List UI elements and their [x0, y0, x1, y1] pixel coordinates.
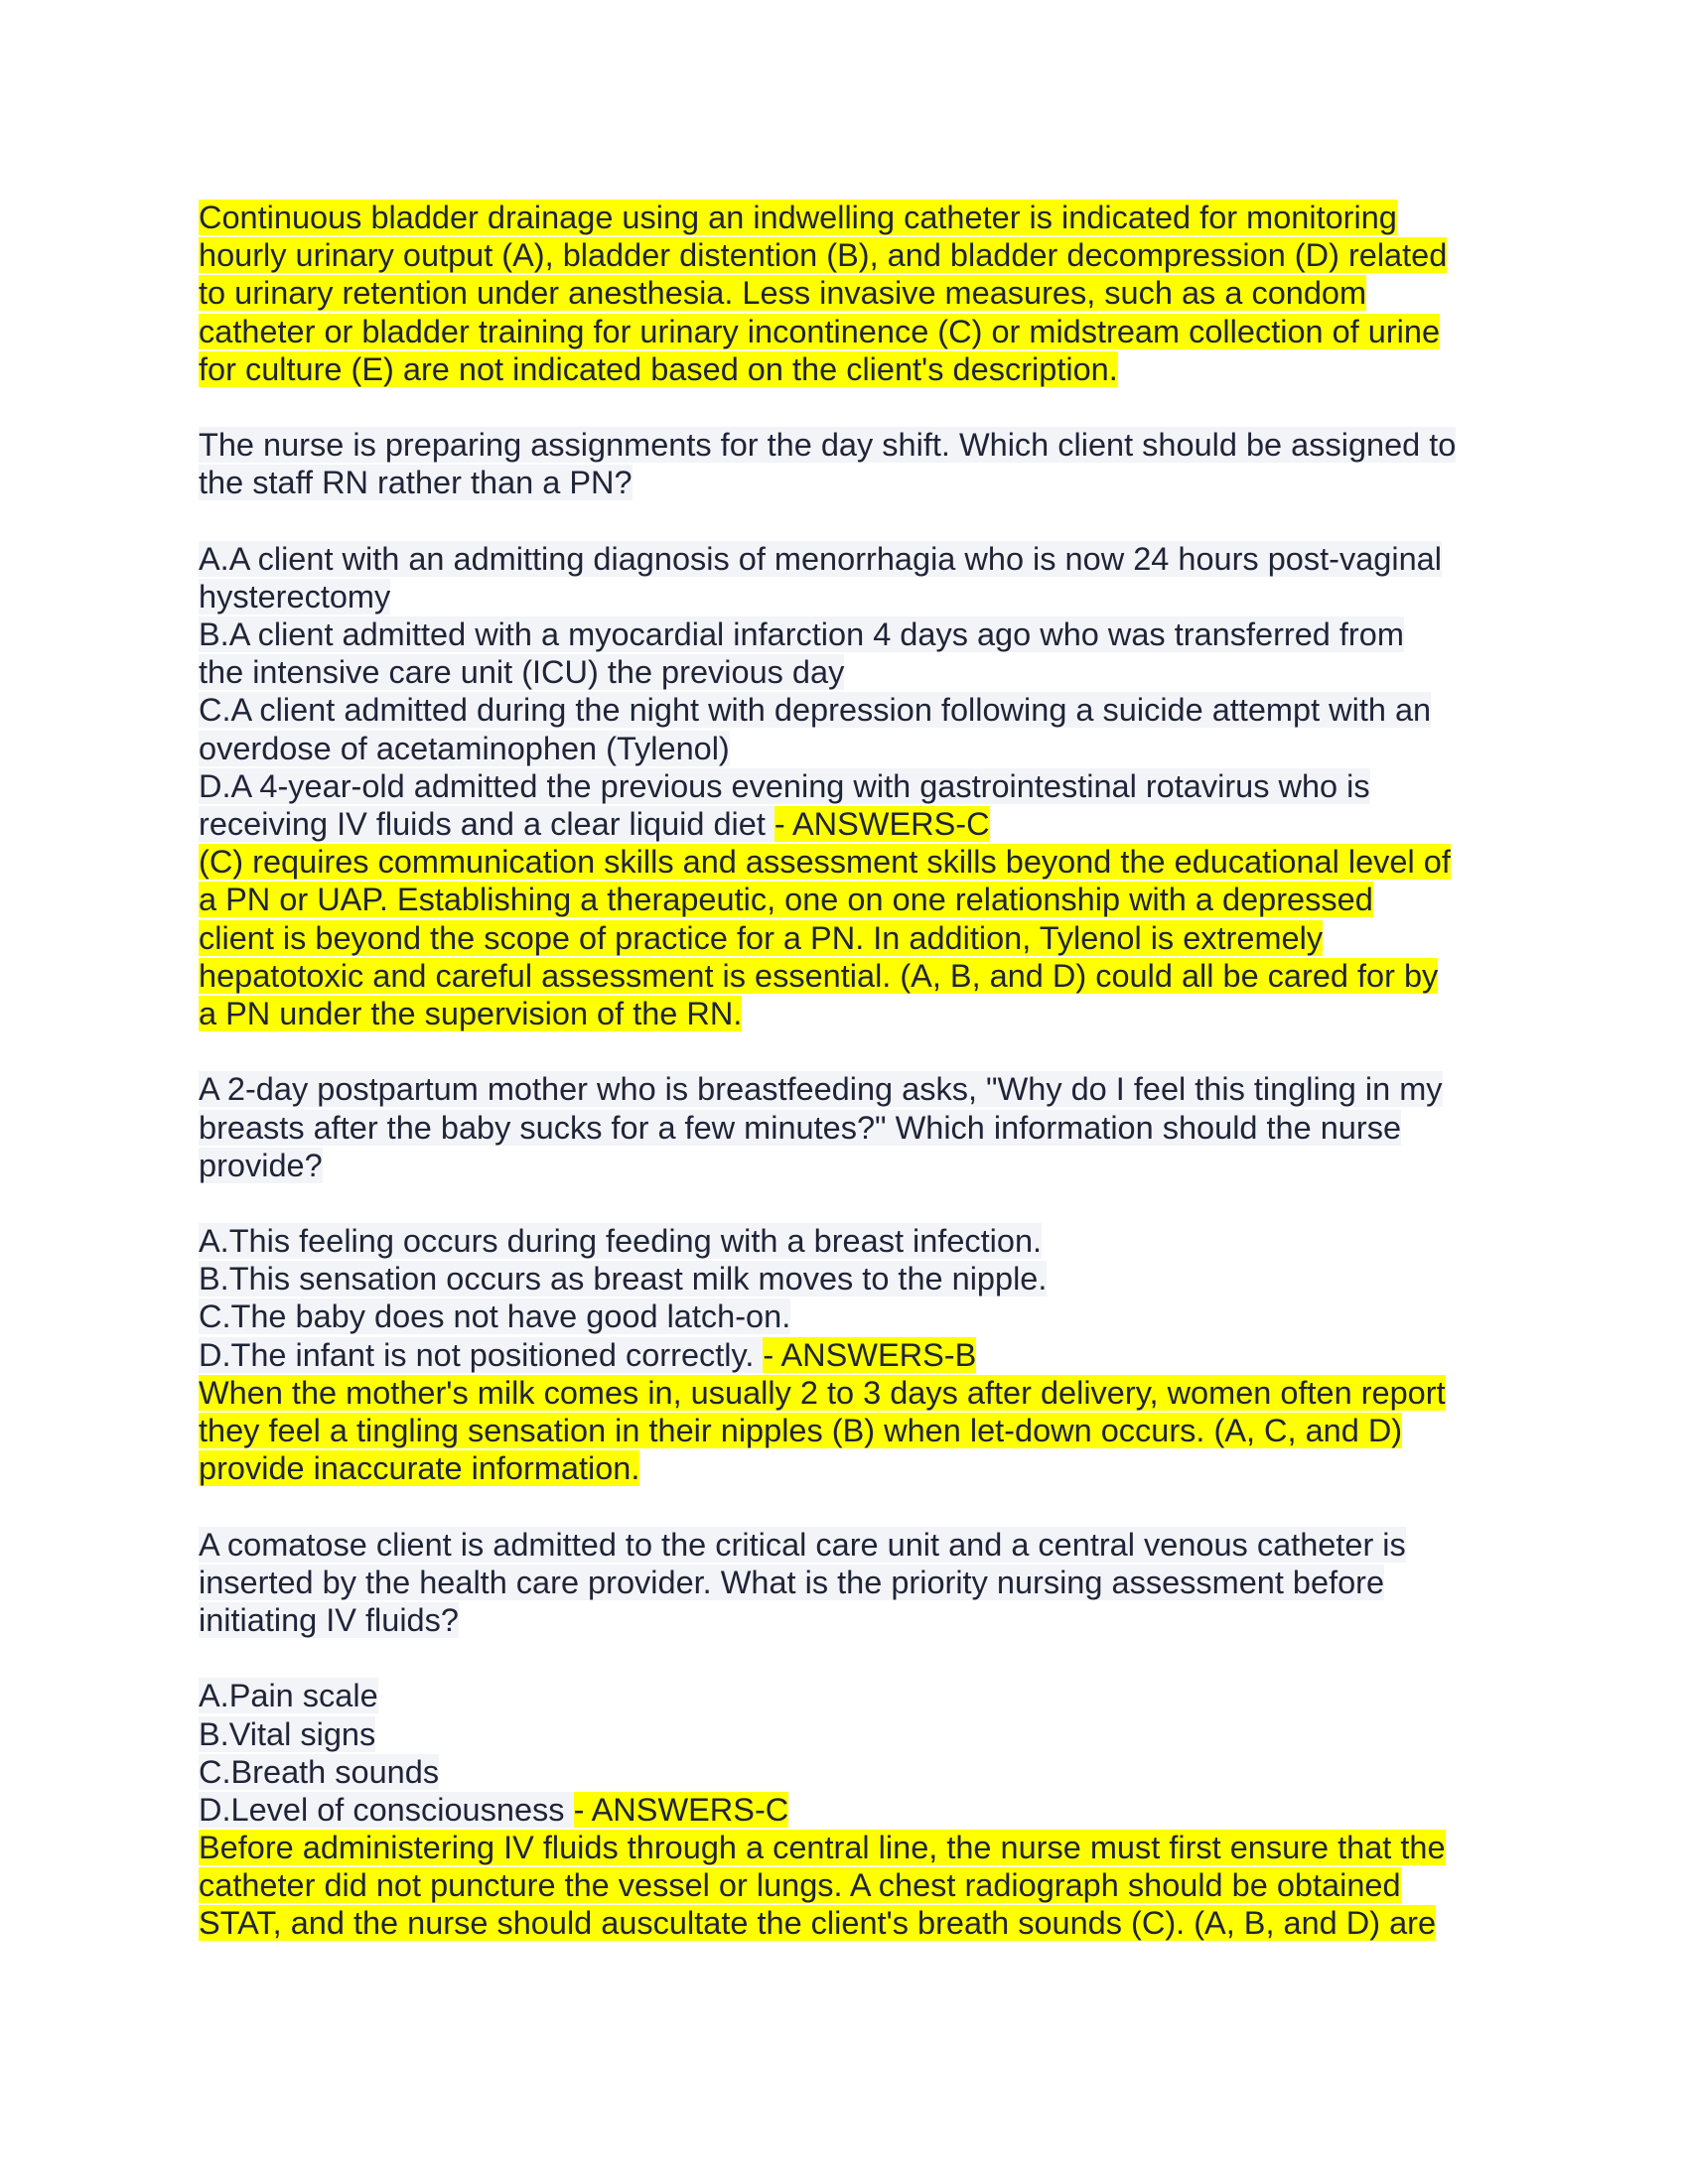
rationale-line: Before administering IV fluids through a central line, the nurse must first ensure that the	[199, 1830, 1446, 1866]
rationale-line: hepatotoxic and careful assessment is essential. (A, B, and D) could all be cared for by	[199, 957, 1439, 994]
option-line: C.Breath sounds	[199, 1753, 440, 1790]
question-line: A 2-day postpartum mother who is breastfeeding asks, "Why do I feel this tingling in my	[199, 1071, 1443, 1108]
rationale-line: Continuous bladder drainage using an indwelling catheter is indicated for monitoring	[199, 200, 1397, 235]
options-block	[199, 1677, 1489, 1942]
option-line: C.The baby does not have good latch-on.	[199, 1298, 791, 1335]
option-line: hysterectomy	[199, 578, 391, 614]
rationale-line: client is beyond the scope of practice for a PN. In addition, Tylenol is extremely	[199, 919, 1324, 956]
answer-key: - ANSWERS-C	[573, 1791, 789, 1828]
rationale-block	[199, 199, 1489, 388]
question-line: initiating IV fluids?	[199, 1601, 459, 1638]
question-line: breasts after the baby sucks for a few minutes?" Which information should the nurse	[199, 1109, 1402, 1146]
rationale-line: (C) requires communication skills and assessment skills beyond the educational level of	[199, 844, 1451, 881]
option-line: D.Level of consciousness	[199, 1791, 574, 1828]
rationale-line: to urinary retention under anesthesia. Less invasive measures, such as a condom	[199, 275, 1367, 312]
rationale-line: a PN under the supervision of the RN.	[199, 995, 743, 1031]
question-block	[199, 1526, 1489, 1640]
rationale-line: catheter did not puncture the vessel or lungs. A chest radiograph should be obtained	[199, 1867, 1401, 1904]
option-line: C.A client admitted during the night with depression following a suicide attempt with an	[199, 692, 1432, 729]
rationale-line: STAT, and the nurse should auscultate the client's breath sounds (C). (A, B, and D) are	[199, 1905, 1437, 1942]
option-line: A.A client with an admitting diagnosis of menorrhagia who is now 24 hours post-vaginal	[199, 540, 1442, 577]
rationale-line: When the mother's milk comes in, usually 2 to 3 days after delivery, women often report	[199, 1374, 1446, 1411]
option-line: receiving IV fluids and a clear liquid diet	[199, 806, 774, 842]
rationale-line: for culture (E) are not indicated based on the client's description.	[199, 350, 1118, 387]
question-block	[199, 426, 1489, 501]
rationale-line: catheter or bladder training for urinary incontinence (C) or midstream collection of urine	[199, 313, 1441, 349]
question-line: inserted by the health care provider. What is the priority nursing assessment before	[199, 1564, 1385, 1600]
rationale-line: a PN or UAP. Establishing a therapeutic, one on one relationship with a depressed	[199, 882, 1373, 918]
question-line: A comatose client is admitted to the critical care unit and a central venous catheter is	[199, 1526, 1406, 1563]
answer-key: - ANSWERS-C	[774, 806, 990, 842]
answer-key: - ANSWERS-B	[763, 1336, 977, 1373]
options-block	[199, 1222, 1489, 1487]
option-line: the intensive care unit (ICU) the previous day	[199, 654, 845, 691]
question-block	[199, 1070, 1489, 1184]
option-line: A.This feeling occurs during feeding with a breast infection.	[199, 1223, 1043, 1260]
document-content	[199, 199, 1489, 1943]
option-line: overdose of acetaminophen (Tylenol)	[199, 730, 730, 766]
options-block	[199, 540, 1489, 1032]
question-line: The nurse is preparing assignments for the day shift. Which client should be assigned to	[199, 427, 1457, 464]
option-line: D.The infant is not positioned correctly.	[199, 1336, 764, 1373]
question-line: provide?	[199, 1147, 323, 1183]
option-line: B.A client admitted with a myocardial infarction 4 days ago who was transferred from	[199, 616, 1404, 653]
rationale-line: provide inaccurate information.	[199, 1450, 640, 1487]
option-line: A.Pain scale	[199, 1678, 378, 1714]
option-line: B.This sensation occurs as breast milk moves to the nipple.	[199, 1261, 1048, 1297]
rationale-line: hourly urinary output (A), bladder distention (B), and bladder decompression (D) related	[199, 237, 1448, 274]
option-line: B.Vital signs	[199, 1715, 376, 1752]
option-line: D.A 4-year-old admitted the previous evening with gastrointestinal rotavirus who is	[199, 767, 1370, 804]
question-line: the staff RN rather than a PN?	[199, 465, 633, 501]
rationale-line: they feel a tingling sensation in their nipples (B) when let-down occurs. (A, C, and D)	[199, 1413, 1403, 1448]
